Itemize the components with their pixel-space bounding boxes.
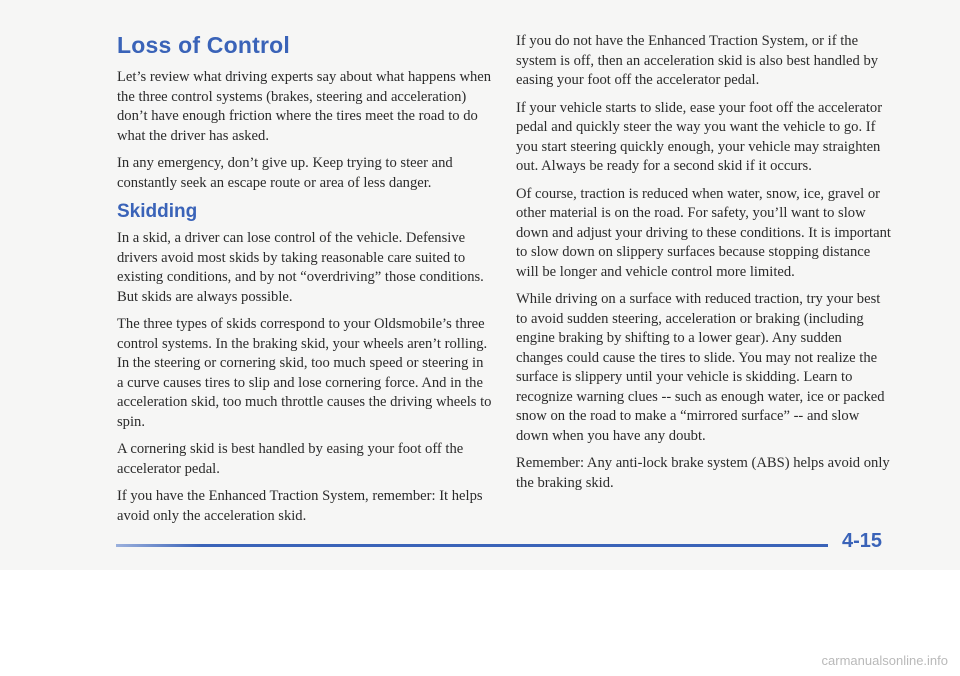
left-column xyxy=(117,32,492,534)
paragraph: In a skid, a driver can lose control of the vehicle. Defensive drivers avoid most skids by taking reasonable care suited to existing conditions, and by not “overdriving” those conditions. But skids are always possible. xyxy=(117,230,484,305)
site-watermark: carmanualsonline.info xyxy=(821,653,948,668)
paragraph: Of course, traction is reduced when water, snow, ice, gravel or other material is on the road. For safety, you’ll want to slow down and adjust your driving to these conditions. It is important to slow down on slippery surfaces because stopping distance will be longer and vehicle control more limited. xyxy=(516,185,891,280)
right-column xyxy=(516,32,891,501)
paragraph: Remember: Any anti-lock brake system (ABS) helps avoid only the braking skid. xyxy=(516,455,890,491)
paragraph: If you have the Enhanced Traction System, remember: It helps avoid only the acceleration skid. xyxy=(117,488,483,524)
paragraph: While driving on a surface with reduced traction, try your best to avoid sudden steering, acceleration or braking (including engine braking by shifting to a lower gear). Any sudden changes could cause the tires to slide. You may not realize the surface is slippery until your vehicle is skidding. Learn to recognize warning clues -- such as enough water, ice or packed snow on the road to make a “mirrored surface” -- and slow down when you have any doubt. xyxy=(516,291,885,444)
section-heading-skidding: Skidding xyxy=(117,201,198,222)
bottom-margin xyxy=(0,570,960,676)
paragraph: Let’s review what driving experts say about what happens when the three control systems (brakes, steering and acceleration) don’t have enough friction where the tires meet the road to do what the driver has asked. xyxy=(117,69,492,144)
paragraph: A cornering skid is best handled by easing your foot off the accelerator pedal. xyxy=(117,441,464,477)
page-number: 4-15 xyxy=(842,530,883,552)
section-heading-loss-of-control: Loss of Control xyxy=(117,32,290,58)
paragraph: If you do not have the Enhanced Traction System, or if the system is off, then an acceleration skid is also best handled by easing your foot off the accelerator pedal. xyxy=(516,33,879,88)
paragraph: If your vehicle starts to slide, ease your foot off the accelerator pedal and quickly steer the way you want the vehicle to go. If you start steering quickly enough, your vehicle may straighten out. Always be ready for a second skid if it occurs. xyxy=(516,99,883,174)
footer-rule xyxy=(116,544,828,547)
paragraph: In any emergency, don’t give up. Keep trying to steer and constantly seek an escape route or area of less danger. xyxy=(117,155,453,191)
paragraph: The three types of skids correspond to your Oldsmobile’s three control systems. In the braking skid, your wheels aren’t rolling. In the steering or cornering skid, too much speed or steering in a curve causes tires to slip and lose cornering force. And in the acceleration skid, too much throttle causes the driving wheels to spin. xyxy=(117,316,492,430)
